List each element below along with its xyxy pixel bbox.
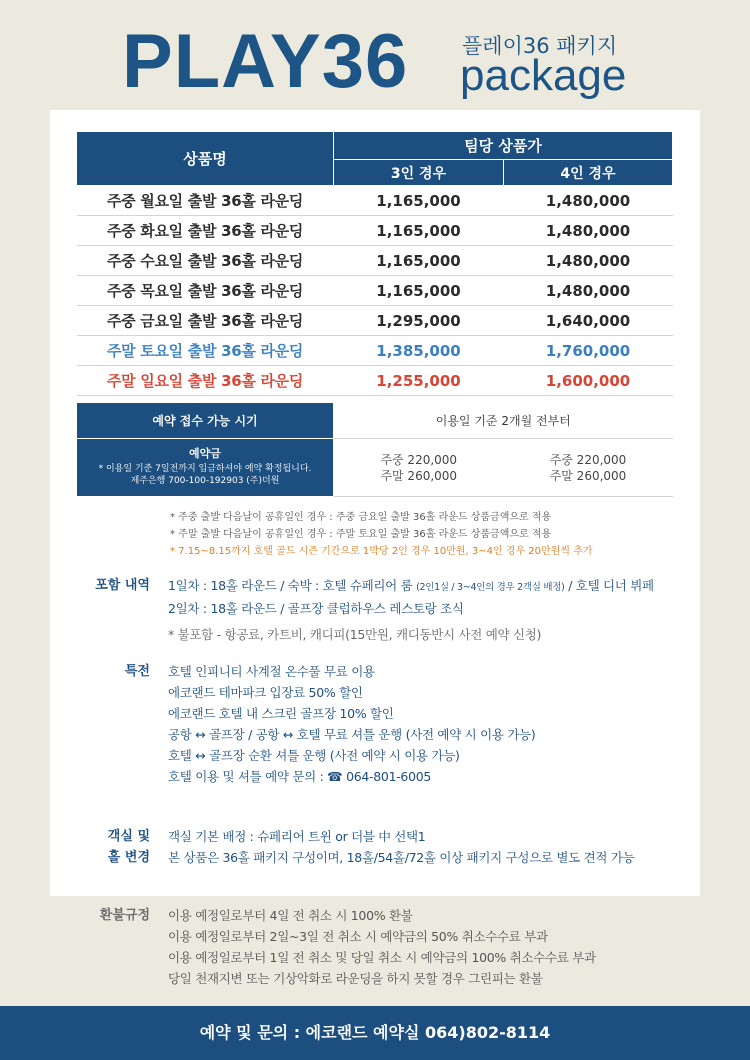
deposit-4-people xyxy=(504,439,673,497)
included-day1 xyxy=(168,575,654,598)
note-weekend-holiday: * 주말 출발 다음날이 공휴일인 경우 : 주말 토요일 출발 36홀 라운드 상품금액으로 적용 xyxy=(170,529,552,540)
price-row xyxy=(77,336,673,366)
subtitle-korean: 플레이36 패키지 xyxy=(462,34,618,58)
included-label: 포함 내역 xyxy=(95,578,150,593)
included-details xyxy=(168,575,654,645)
price-row xyxy=(77,306,673,336)
col-header-team-price: 팀당 상품가 xyxy=(334,132,673,160)
benefit-loop-shuttle: 호텔 ↔ 골프장 순환 셔틀 운행 (사전 예약 시 이용 가능) xyxy=(168,748,460,763)
col-header-product: 상품명 xyxy=(77,132,334,186)
price-3-people: 1,255,000 xyxy=(334,366,504,396)
room-details xyxy=(168,826,634,868)
brand-title: PLAY36 xyxy=(122,19,409,104)
included-day1-main: 1일차 : 18홀 라운드 / 숙박 : 호텔 슈페리어 룸 xyxy=(168,578,417,593)
deposit-3-weekend: 주말 260,000 xyxy=(380,468,458,483)
included-day1-dinner: / 호텔 디너 뷔페 xyxy=(564,578,654,593)
price-4-people: 1,640,000 xyxy=(504,306,673,336)
note-weekday-holiday: * 주중 출발 다음날이 공휴일인 경우 : 주중 금요일 출발 36홀 라운드 상품금액으로 적용 xyxy=(170,512,552,523)
room-label-line1: 객실 및 xyxy=(107,829,150,844)
excluded-items: * 불포함 - 항공료, 카트비, 캐디피(15만원, 캐디동반시 사전 예약 신청) xyxy=(168,627,542,642)
room-custom-quote: 본 상품은 36홀 패키지 구성이며, 18홀/54홀/72홀 이상 패키지 구성으로 별도 견적 가능 xyxy=(168,850,635,865)
refund-4-days: 이용 예정일로부터 4일 전 취소 시 100% 환불 xyxy=(168,908,413,923)
product-name: 주중 화요일 출발 36홀 라운딩 xyxy=(77,216,334,246)
col-header-3-people: 3인 경우 xyxy=(334,160,504,186)
price-3-people: 1,165,000 xyxy=(334,246,504,276)
benefit-themepark: 에코랜드 테마파크 입장료 50% 할인 xyxy=(168,685,363,700)
price-3-people: 1,165,000 xyxy=(334,216,504,246)
deposit-label: 예약금 xyxy=(189,447,221,460)
refund-policy xyxy=(168,905,596,989)
deposit-3-people xyxy=(334,439,504,497)
reservation-period-label: 예약 접수 가능 시기 xyxy=(77,403,334,439)
price-row xyxy=(77,246,673,276)
price-4-people: 1,760,000 xyxy=(504,336,673,366)
price-row xyxy=(77,366,673,396)
notes xyxy=(170,509,593,560)
price-4-people: 1,480,000 xyxy=(504,276,673,306)
refund-weather: 당일 천재지변 또는 기상악화로 라운딩을 하지 못할 경우 그린피는 환불 xyxy=(168,971,543,986)
room-default: 객실 기본 배정 : 슈페리어 트윈 or 더블 中 선택1 xyxy=(168,829,426,844)
price-4-people: 1,600,000 xyxy=(504,366,673,396)
subtitle-english: package xyxy=(460,51,627,100)
benefit-contact: 호텔 이용 및 셔틀 예약 문의 : ☎ 064-801-6005 xyxy=(168,769,432,784)
benefits-label: 특전 xyxy=(124,664,150,679)
price-rows xyxy=(77,186,673,396)
benefit-screen-golf: 에코랜드 호텔 내 스크린 골프장 10% 할인 xyxy=(168,706,394,721)
product-name: 주말 일요일 출발 36홀 라운딩 xyxy=(77,366,334,396)
deposit-note: * 이용일 기준 7일전까지 입금하셔야 예약 확정됩니다. xyxy=(98,464,312,474)
price-row xyxy=(77,186,673,216)
room-label-line2: 홀 변경 xyxy=(107,850,150,865)
footer-contact: 예약 및 문의 : 에코랜드 예약실 064)802-8114 xyxy=(0,1006,750,1060)
deposit-3-weekday: 주중 220,000 xyxy=(380,452,458,467)
included-day2: 2일차 : 18홀 라운드 / 골프장 클럽하우스 레스토랑 조식 xyxy=(168,601,464,616)
benefit-pool: 호텔 인피니티 사계절 온수풀 무료 이용 xyxy=(168,664,375,679)
note-gold-season: * 7.15~8.15까지 호텔 골드 시즌 기간으로 1박당 2인 경우 10만원, 3~4인 경우 20만원씩 추가 xyxy=(170,546,593,557)
price-4-people: 1,480,000 xyxy=(504,216,673,246)
product-name: 주중 수요일 출발 36홀 라운딩 xyxy=(77,246,334,276)
price-row xyxy=(77,276,673,306)
price-4-people: 1,480,000 xyxy=(504,186,673,216)
price-row xyxy=(77,216,673,246)
deposit-4-weekend: 주말 260,000 xyxy=(549,468,627,483)
price-4-people: 1,480,000 xyxy=(504,246,673,276)
benefits-list xyxy=(168,661,535,787)
col-header-4-people: 4인 경우 xyxy=(504,160,673,186)
product-name: 주중 월요일 출발 36홀 라운딩 xyxy=(77,186,334,216)
room-label xyxy=(80,826,150,868)
deposit-4-weekday: 주중 220,000 xyxy=(549,452,627,467)
included-day1-room-note: (2인1실 / 3~4인의 경우 2객실 배정) xyxy=(416,582,565,593)
price-3-people: 1,165,000 xyxy=(334,276,504,306)
price-3-people: 1,165,000 xyxy=(334,186,504,216)
deposit-label-cell xyxy=(77,439,334,497)
refund-label: 환불규정 xyxy=(99,908,150,923)
price-3-people: 1,385,000 xyxy=(334,336,504,366)
refund-1-day: 이용 예정일로부터 1일 전 취소 및 당일 취소 시 예약금의 100% 취소수수료 부과 xyxy=(168,950,596,965)
deposit-account: 제주은행 700-100-192903 (주)더원 xyxy=(130,476,280,486)
price-table xyxy=(76,131,673,396)
product-name: 주중 목요일 출발 36홀 라운딩 xyxy=(77,276,334,306)
price-3-people: 1,295,000 xyxy=(334,306,504,336)
product-name: 주중 금요일 출발 36홀 라운딩 xyxy=(77,306,334,336)
benefit-airport-shuttle: 공항 ↔ 골프장 / 공항 ↔ 호텔 무료 셔틀 운행 (사전 예약 시 이용 가능) xyxy=(168,727,536,742)
header xyxy=(0,0,750,110)
reservation-table xyxy=(76,402,673,497)
refund-2-3-days: 이용 예정일로부터 2일~3일 전 취소 시 예약금의 50% 취소수수료 부과 xyxy=(168,929,548,944)
reservation-period-value: 이용일 기준 2개월 전부터 xyxy=(334,403,673,439)
product-name: 주말 토요일 출발 36홀 라운딩 xyxy=(77,336,334,366)
